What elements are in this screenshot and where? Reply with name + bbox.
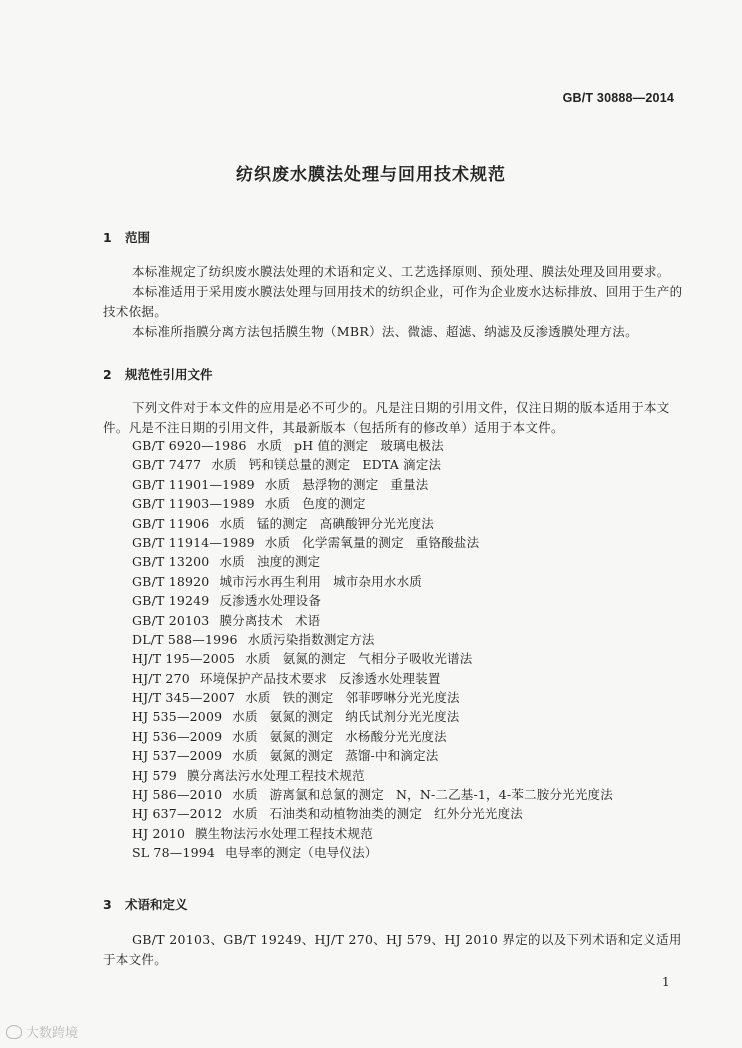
reference-title-part: 水质 — [219, 515, 245, 531]
reference-item — [132, 475, 692, 494]
reference-code: GB/T 11901—1989 — [132, 476, 255, 492]
reference-item — [132, 727, 692, 746]
reference-title-part: 反渗透水处理装置 — [338, 670, 441, 686]
document-title: 纺织废水膜法处理与回用技术规范 — [236, 165, 506, 185]
reference-code: HJ 637—2012 — [132, 806, 223, 822]
reference-code: HJ 586—2010 — [132, 787, 223, 803]
reference-title-part: 纳氏试剂分光光度法 — [345, 709, 460, 725]
reference-title-part: 水质 — [211, 457, 237, 473]
reference-code: HJ 2010 — [132, 825, 186, 841]
section-1-heading — [103, 228, 150, 246]
reference-title-part: 城市杂用水水质 — [333, 573, 422, 589]
reference-title-part: 反渗透水处理设备 — [219, 593, 322, 609]
reference-code: HJ/T 345—2007 — [132, 690, 236, 706]
reference-item — [132, 533, 692, 552]
reference-item — [132, 591, 692, 610]
reference-title-part: 术语 — [294, 612, 321, 628]
reference-item — [132, 688, 692, 707]
reference-title-part: 邻菲啰啉分光光度法 — [345, 690, 460, 706]
reference-title-part: 氨氮的测定 — [269, 728, 334, 744]
reference-title-part: 膜分离技术 — [219, 612, 283, 628]
reference-title-part: 重量法 — [390, 476, 429, 492]
reference-item — [132, 494, 692, 513]
reference-code: HJ/T 270 — [132, 670, 190, 686]
reference-title-part: 色度的测定 — [302, 496, 366, 512]
reference-item — [132, 436, 692, 455]
reference-code: GB/T 13200 — [132, 554, 210, 570]
reference-item — [132, 804, 692, 823]
reference-item — [132, 669, 692, 688]
reference-code: GB/T 6920—1986 — [132, 438, 247, 453]
reference-title-part: 水质 — [232, 787, 258, 803]
reference-title-part: 氨氮的测定 — [269, 709, 334, 725]
reference-title-part: 水质 — [219, 554, 245, 570]
reference-title-part: 水质 — [264, 534, 291, 550]
scope-paragraph-1: 本标准规定了纺织废水膜法处理的术语和定义、工艺选择原则、预处理、膜法处理及回用要求。 — [132, 264, 670, 279]
reference-item — [132, 824, 692, 843]
reference-title-part: 游离氯和总氯的测定 — [269, 787, 384, 803]
reference-title-part: 环境保护产品技术要求 — [199, 670, 327, 686]
reference-item — [132, 630, 692, 649]
reference-item — [132, 843, 692, 862]
reference-title-part: 水质 — [232, 728, 258, 744]
reference-item — [132, 766, 692, 785]
reference-title-part: 水质 — [232, 748, 258, 764]
scope-paragraph-2: 本标准适用于采用废水膜法处理与回用技术的纺织企业，可作为企业废水达标排放、回用于生产的技术依据。 — [103, 284, 683, 319]
reference-code: SL 78—1994 — [132, 845, 216, 861]
reference-title-part: N，N-二乙基-1，4-苯二胺分光光度法 — [395, 787, 613, 803]
page-number: 1 — [662, 975, 670, 989]
reference-title-part: 红外分光光度法 — [434, 806, 523, 822]
reference-title-part: 城市污水再生利用 — [219, 573, 322, 589]
reference-title-part: 水质 — [232, 806, 258, 822]
section-3-heading — [103, 895, 188, 913]
reference-title-part: 高碘酸钾分光光度法 — [319, 515, 434, 531]
reference-title-part: 水质 — [256, 438, 283, 453]
reference-code: HJ 536—2009 — [132, 728, 223, 744]
standard-number: GB/T 30888—2014 — [562, 91, 674, 105]
reference-title-part: 玻璃电极法 — [380, 438, 444, 453]
reference-code: DL/T 588—1996 — [132, 631, 238, 647]
section-number: 3 — [103, 897, 112, 912]
reference-item — [132, 552, 692, 571]
reference-item — [132, 572, 692, 591]
reference-title-part: 水质 — [245, 690, 271, 706]
reference-code: HJ 579 — [132, 767, 177, 783]
reference-item — [132, 455, 692, 474]
reference-item — [132, 649, 692, 668]
reference-title-part: 电导率的测定（电导仪法） — [225, 845, 378, 861]
reference-item — [132, 746, 692, 765]
scope-paragraph-3: 本标准所指膜分离方法包括膜生物（MBR）法、微滤、超滤、纳滤及反渗透膜处理方法。 — [132, 324, 638, 339]
reference-title-part: 铁的测定 — [282, 690, 334, 706]
reference-code: GB/T 19249 — [132, 593, 210, 609]
reference-code: GB/T 7477 — [132, 457, 202, 473]
reference-item — [132, 514, 692, 533]
section-title: 范围 — [125, 230, 151, 245]
reference-title-part: 膜分离法污水处理工程技术规范 — [186, 767, 365, 783]
reference-title-part: 钙和镁总量的测定 — [248, 457, 351, 473]
reference-code: GB/T 11914—1989 — [132, 534, 255, 550]
reference-code: GB/T 18920 — [132, 573, 210, 589]
reference-item — [132, 707, 692, 726]
reference-title-part: 水杨酸分光光度法 — [345, 728, 447, 744]
reference-code: HJ/T 195—2005 — [132, 651, 236, 667]
watermark-logo-icon — [6, 1025, 22, 1039]
terms-paragraph: GB/T 20103、GB/T 19249、HJ/T 270、HJ 579、HJ 2010 界定的以及下列术语和定义适用于本文件。 — [103, 932, 682, 967]
reference-title-part: 蒸馏-中和滴定法 — [345, 748, 439, 764]
reference-title-part: 化学需氧量的测定 — [302, 534, 404, 550]
section-number: 1 — [103, 230, 112, 245]
reference-list — [132, 436, 692, 863]
reference-title-part: pH 值的测定 — [294, 438, 369, 453]
reference-title-part: 水质 — [264, 476, 291, 492]
reference-title-part: 浊度的测定 — [256, 554, 321, 570]
reference-code: HJ 537—2009 — [132, 748, 223, 764]
reference-title-part: 锰的测定 — [256, 515, 308, 531]
reference-title-part: 氨氮的测定 — [269, 748, 334, 764]
reference-title-part: EDTA 滴定法 — [362, 457, 442, 473]
watermark-text: 大数跨境 — [26, 1026, 79, 1041]
reference-code: HJ 535—2009 — [132, 709, 223, 725]
section-title: 术语和定义 — [125, 897, 188, 912]
reference-title-part: 水质污染指数测定方法 — [247, 631, 375, 647]
reference-item — [132, 611, 692, 630]
reference-code: GB/T 20103 — [132, 612, 210, 628]
reference-code: GB/T 11903—1989 — [132, 496, 255, 512]
reference-title-part: 气相分子吸收光谱法 — [358, 651, 473, 667]
section-title: 规范性引用文件 — [125, 367, 213, 382]
section-2-heading — [103, 365, 213, 383]
reference-code: GB/T 11906 — [132, 515, 210, 531]
reference-item — [132, 785, 692, 804]
watermark — [6, 1022, 78, 1041]
reference-title-part: 膜生物法污水处理工程技术规范 — [195, 825, 373, 841]
reference-title-part: 石油类和动植物油类的测定 — [269, 806, 423, 822]
normative-references-intro: 下列文件对于本文件的应用是必不可少的。凡是注日期的引用文件，仅注日期的版本适用于本文件。凡是不注日期的引用文件，其最新版本（包括所有的修改单）适用于本文件。 — [103, 400, 670, 435]
reference-title-part: 重铬酸盐法 — [415, 534, 480, 550]
reference-title-part: 水质 — [264, 496, 291, 512]
reference-title-part: 悬浮物的测定 — [302, 476, 379, 492]
reference-title-part: 氨氮的测定 — [282, 651, 347, 667]
section-number: 2 — [103, 367, 112, 382]
reference-title-part: 水质 — [245, 651, 271, 667]
reference-title-part: 水质 — [232, 709, 258, 725]
